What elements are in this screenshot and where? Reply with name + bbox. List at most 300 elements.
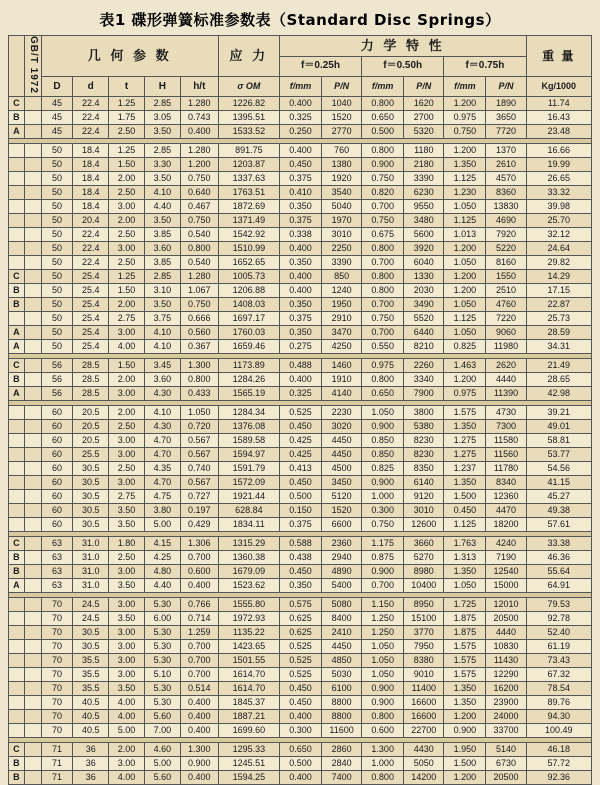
table-row [9,490,592,504]
f1-cell: 0.325 [279,111,321,125]
table-row [9,144,592,158]
col-t: t [109,77,145,97]
p2-cell: 4430 [404,743,444,757]
f1-cell: 0.400 [279,97,321,111]
f3-cell: 1.575 [444,668,486,682]
table-row [9,710,592,724]
weight-cell: 94.30 [526,710,591,724]
H-cell: 5.00 [144,757,180,771]
standard-spacer-cell [24,565,41,579]
p3-cell: 12010 [486,598,526,612]
f1-cell: 0.350 [279,200,321,214]
d-cell: 22.4 [73,111,109,125]
f1-cell: 0.425 [279,434,321,448]
p2-cell: 2180 [404,158,444,172]
ht-cell: 0.800 [180,373,218,387]
H-cell: 4.15 [144,537,180,551]
d-cell: 25.4 [73,298,109,312]
table-row [9,682,592,696]
p3-cell: 11560 [486,448,526,462]
H-cell: 3.80 [144,504,180,518]
standard-spacer-cell [24,312,41,326]
standard-spacer-cell [24,537,41,551]
standard-spacer-cell [24,654,41,668]
f2-cell: 1.175 [362,537,404,551]
H-cell: 4.25 [144,551,180,565]
d-cell: 22.4 [73,97,109,111]
D-cell: 45 [41,97,73,111]
p2-cell: 3340 [404,373,444,387]
p3-cell: 7920 [486,228,526,242]
p1-cell: 6100 [322,682,362,696]
group-cell [9,518,25,532]
f2-cell: 0.900 [362,158,404,172]
table-row [9,270,592,284]
d-cell: 25.4 [73,340,109,354]
sigma-cell: 1594.97 [218,448,279,462]
weight-cell: 55.64 [526,565,591,579]
H-cell: 4.35 [144,462,180,476]
table-row [9,298,592,312]
f1-cell: 0.338 [279,228,321,242]
f3-cell: 1.350 [444,696,486,710]
group-cell: C [9,537,25,551]
t-cell: 2.50 [109,462,145,476]
weight-cell: 26.65 [526,172,591,186]
group-cell: A [9,340,25,354]
f1-cell: 0.438 [279,551,321,565]
ht-cell: 0.567 [180,448,218,462]
standard-spacer-cell [24,298,41,312]
f1-cell: 0.400 [279,710,321,724]
p2-cell: 3480 [404,214,444,228]
p3-cell: 18200 [486,518,526,532]
group-cell [9,144,25,158]
group-cell: C [9,359,25,373]
H-cell: 5.30 [144,696,180,710]
f1-cell: 0.625 [279,612,321,626]
standard-spacer-cell [24,771,41,785]
sigma-cell: 1887.21 [218,710,279,724]
sigma-cell: 1173.89 [218,359,279,373]
weight-cell: 58.81 [526,434,591,448]
ht-cell: 0.560 [180,326,218,340]
f2-cell: 0.800 [362,373,404,387]
col-f1: f/mm [279,77,321,97]
p3-cell: 9060 [486,326,526,340]
table-row [9,551,592,565]
f2-cell: 0.850 [362,434,404,448]
p2-cell: 3800 [404,406,444,420]
f2-cell: 1.050 [362,406,404,420]
f2-cell: 0.900 [362,682,404,696]
ht-cell: 0.720 [180,420,218,434]
group-cell [9,186,25,200]
weight-cell: 92.78 [526,612,591,626]
group-cell [9,668,25,682]
sigma-cell: 1523.62 [218,579,279,593]
table-row [9,579,592,593]
ht-cell: 0.400 [180,710,218,724]
t-cell: 1.75 [109,111,145,125]
f1-cell: 0.375 [279,518,321,532]
f3-cell: 0.900 [444,724,486,738]
p3-cell: 12360 [486,490,526,504]
f2-cell: 0.300 [362,504,404,518]
f3-cell: 1.200 [444,284,486,298]
d-cell: 25.4 [73,284,109,298]
p2-cell: 5380 [404,420,444,434]
f2-cell: 0.900 [362,420,404,434]
p3-cell: 4730 [486,406,526,420]
f1-cell: 0.300 [279,724,321,738]
p1-cell: 3390 [322,256,362,270]
p1-cell: 2410 [322,626,362,640]
table-row [9,518,592,532]
weight-cell: 23.48 [526,125,591,139]
f3-cell: 1.350 [444,420,486,434]
f1-cell: 0.625 [279,626,321,640]
p2-cell: 3770 [404,626,444,640]
f2-cell: 0.800 [362,144,404,158]
sigma-cell: 1614.70 [218,668,279,682]
load-group-1: f＝0.25h [279,57,361,77]
f2-cell: 0.900 [362,696,404,710]
sigma-cell: 1760.03 [218,326,279,340]
ht-cell: 0.666 [180,312,218,326]
p1-cell: 2840 [322,757,362,771]
table-row [9,462,592,476]
ht-cell: 1.280 [180,97,218,111]
f2-cell: 0.700 [362,256,404,270]
group-cell: A [9,579,25,593]
ht-cell: 0.567 [180,434,218,448]
p2-cell: 8350 [404,462,444,476]
H-cell: 4.10 [144,186,180,200]
ht-cell: 0.540 [180,228,218,242]
col-p2: P/N [404,77,444,97]
f2-cell: 0.850 [362,448,404,462]
geometry-header: 几 何 参 数 [41,36,218,77]
f1-cell: 0.350 [279,256,321,270]
col-ht: h/t [180,77,218,97]
standard-spacer-cell [24,518,41,532]
p2-cell: 8230 [404,434,444,448]
p2-cell: 6140 [404,476,444,490]
weight-cell: 52.40 [526,626,591,640]
f1-cell: 0.400 [279,144,321,158]
weight-cell: 42.98 [526,387,591,401]
sigma-cell: 1845.37 [218,696,279,710]
table-row [9,612,592,626]
col-D: D [41,77,73,97]
standard-spacer-cell [24,640,41,654]
ht-cell: 0.743 [180,111,218,125]
p1-cell: 1920 [322,172,362,186]
weight-cell: 53.77 [526,448,591,462]
f1-cell: 0.450 [279,682,321,696]
f2-cell: 0.700 [362,579,404,593]
f2-cell: 0.800 [362,270,404,284]
f2-cell: 0.900 [362,476,404,490]
p1-cell: 3020 [322,420,362,434]
t-cell: 5.00 [109,724,145,738]
sigma-cell: 1589.58 [218,434,279,448]
weight-cell: 25.70 [526,214,591,228]
group-cell: A [9,125,25,139]
D-cell: 70 [41,626,73,640]
standard-spacer-cell [24,242,41,256]
ht-cell: 1.300 [180,359,218,373]
ht-cell: 1.300 [180,743,218,757]
D-cell: 70 [41,710,73,724]
t-cell: 3.00 [109,476,145,490]
H-cell: 2.85 [144,97,180,111]
p3-cell: 16200 [486,682,526,696]
f2-cell: 0.800 [362,710,404,724]
ht-cell: 0.540 [180,256,218,270]
standard-spacer-cell [24,186,41,200]
f1-cell: 0.375 [279,214,321,228]
weight-cell: 61.19 [526,640,591,654]
p2-cell: 5050 [404,757,444,771]
sigma-cell: 1295.33 [218,743,279,757]
ht-cell: 0.800 [180,242,218,256]
H-cell: 5.30 [144,654,180,668]
f3-cell: 1.950 [444,743,486,757]
D-cell: 71 [41,743,73,757]
sigma-cell: 1872.69 [218,200,279,214]
p1-cell: 4850 [322,654,362,668]
f3-cell: 1.575 [444,640,486,654]
H-cell: 7.00 [144,724,180,738]
p2-cell: 3010 [404,504,444,518]
p3-cell: 3650 [486,111,526,125]
sigma-cell: 891.75 [218,144,279,158]
p2-cell: 3390 [404,172,444,186]
p1-cell: 2940 [322,551,362,565]
ht-cell: 1.200 [180,158,218,172]
f3-cell: 1.050 [444,298,486,312]
d-cell: 28.5 [73,387,109,401]
p2-cell: 10400 [404,579,444,593]
group-cell [9,598,25,612]
standard-spacer-cell [24,256,41,270]
t-cell: 3.00 [109,434,145,448]
d-cell: 25.5 [73,448,109,462]
f3-cell: 0.825 [444,340,486,354]
sigma-cell: 1005.73 [218,270,279,284]
ht-cell: 1.280 [180,270,218,284]
d-cell: 20.5 [73,434,109,448]
t-cell: 2.00 [109,406,145,420]
sigma-cell: 1501.55 [218,654,279,668]
sigma-cell: 1360.38 [218,551,279,565]
col-sigma: σ OM [218,77,279,97]
p2-cell: 2260 [404,359,444,373]
d-cell: 20.5 [73,420,109,434]
f2-cell: 1.150 [362,598,404,612]
p3-cell: 4570 [486,172,526,186]
d-cell: 22.4 [73,256,109,270]
group-cell: B [9,551,25,565]
D-cell: 70 [41,640,73,654]
p3-cell: 8340 [486,476,526,490]
p3-cell: 11390 [486,387,526,401]
ht-cell: 0.400 [180,579,218,593]
p3-cell: 20500 [486,771,526,785]
p3-cell: 2610 [486,158,526,172]
ht-cell: 1.050 [180,406,218,420]
p2-cell: 1620 [404,97,444,111]
p2-cell: 16600 [404,696,444,710]
p3-cell: 6730 [486,757,526,771]
d-cell: 31.0 [73,551,109,565]
p2-cell: 22700 [404,724,444,738]
table-row [9,448,592,462]
group-cell: A [9,326,25,340]
H-cell: 2.85 [144,270,180,284]
p3-cell: 11580 [486,434,526,448]
weight-cell: 78.54 [526,682,591,696]
group-cell: A [9,387,25,401]
f2-cell: 0.500 [362,125,404,139]
weight-cell: 64.91 [526,579,591,593]
table-row [9,228,592,242]
D-cell: 70 [41,682,73,696]
f3-cell: 1.200 [444,270,486,284]
D-cell: 56 [41,359,73,373]
f3-cell: 1.725 [444,598,486,612]
f3-cell: 1.125 [444,214,486,228]
standard-spacer-cell [24,373,41,387]
sigma-cell: 1510.99 [218,242,279,256]
standard-spacer-cell [24,387,41,401]
t-cell: 2.50 [109,186,145,200]
group-cell: B [9,373,25,387]
D-cell: 56 [41,387,73,401]
p3-cell: 11980 [486,340,526,354]
standard-spacer-cell [24,359,41,373]
t-cell: 2.00 [109,172,145,186]
group-cell [9,462,25,476]
p2-cell: 11400 [404,682,444,696]
p3-cell: 2510 [486,284,526,298]
D-cell: 50 [41,256,73,270]
D-cell: 60 [41,406,73,420]
ht-cell: 0.766 [180,598,218,612]
weight-cell: 25.73 [526,312,591,326]
H-cell: 4.70 [144,434,180,448]
sigma-cell: 1591.79 [218,462,279,476]
p3-cell: 7720 [486,125,526,139]
d-cell: 40.5 [73,710,109,724]
d-cell: 18.4 [73,186,109,200]
standard-spacer-cell [24,172,41,186]
D-cell: 50 [41,340,73,354]
p1-cell: 2230 [322,406,362,420]
p3-cell: 24000 [486,710,526,724]
standard-spacer-cell [24,144,41,158]
D-cell: 45 [41,111,73,125]
d-cell: 31.0 [73,565,109,579]
standard-spacer-cell [24,420,41,434]
D-cell: 50 [41,326,73,340]
table-row [9,565,592,579]
d-cell: 30.5 [73,640,109,654]
ht-cell: 0.400 [180,724,218,738]
D-cell: 50 [41,200,73,214]
t-cell: 2.00 [109,214,145,228]
sigma-cell: 1542.92 [218,228,279,242]
f3-cell: 1.125 [444,172,486,186]
H-cell: 5.00 [144,518,180,532]
H-cell: 3.50 [144,125,180,139]
f3-cell: 1.013 [444,228,486,242]
H-cell: 3.50 [144,298,180,312]
f3-cell: 1.875 [444,626,486,640]
group-cell [9,242,25,256]
D-cell: 70 [41,612,73,626]
standard-spacer-cell [24,668,41,682]
p1-cell: 760 [322,144,362,158]
D-cell: 71 [41,757,73,771]
sigma-cell: 1972.93 [218,612,279,626]
f1-cell: 0.575 [279,598,321,612]
sigma-cell: 1423.65 [218,640,279,654]
t-cell: 3.00 [109,242,145,256]
D-cell: 50 [41,214,73,228]
p1-cell: 5400 [322,579,362,593]
f1-cell: 0.525 [279,406,321,420]
table-row [9,256,592,270]
t-cell: 1.50 [109,158,145,172]
table-row [9,284,592,298]
page-title: 表1 碟形弹簧标准参数表（Standard Disc Springs） [99,11,501,29]
H-cell: 3.05 [144,111,180,125]
d-cell: 31.0 [73,537,109,551]
table-row [9,125,592,139]
f2-cell: 0.700 [362,298,404,312]
p3-cell: 23900 [486,696,526,710]
p3-cell: 8160 [486,256,526,270]
f1-cell: 0.350 [279,326,321,340]
D-cell: 60 [41,462,73,476]
standard-spacer-cell [24,504,41,518]
standard-spacer-cell [24,326,41,340]
H-cell: 4.30 [144,387,180,401]
f2-cell: 1.000 [362,490,404,504]
D-cell: 50 [41,242,73,256]
D-cell: 50 [41,186,73,200]
group-cell [9,476,25,490]
weight-cell: 32.12 [526,228,591,242]
f3-cell: 1.350 [444,682,486,696]
table-row [9,434,592,448]
ht-cell: 0.700 [180,551,218,565]
H-cell: 3.45 [144,359,180,373]
f3-cell: 1.500 [444,757,486,771]
sigma-cell: 1652.65 [218,256,279,270]
ht-cell: 0.600 [180,565,218,579]
table-row [9,537,592,551]
f2-cell: 0.675 [362,228,404,242]
group-cell [9,434,25,448]
t-cell: 3.00 [109,200,145,214]
f1-cell: 0.450 [279,420,321,434]
table-row [9,696,592,710]
D-cell: 70 [41,668,73,682]
